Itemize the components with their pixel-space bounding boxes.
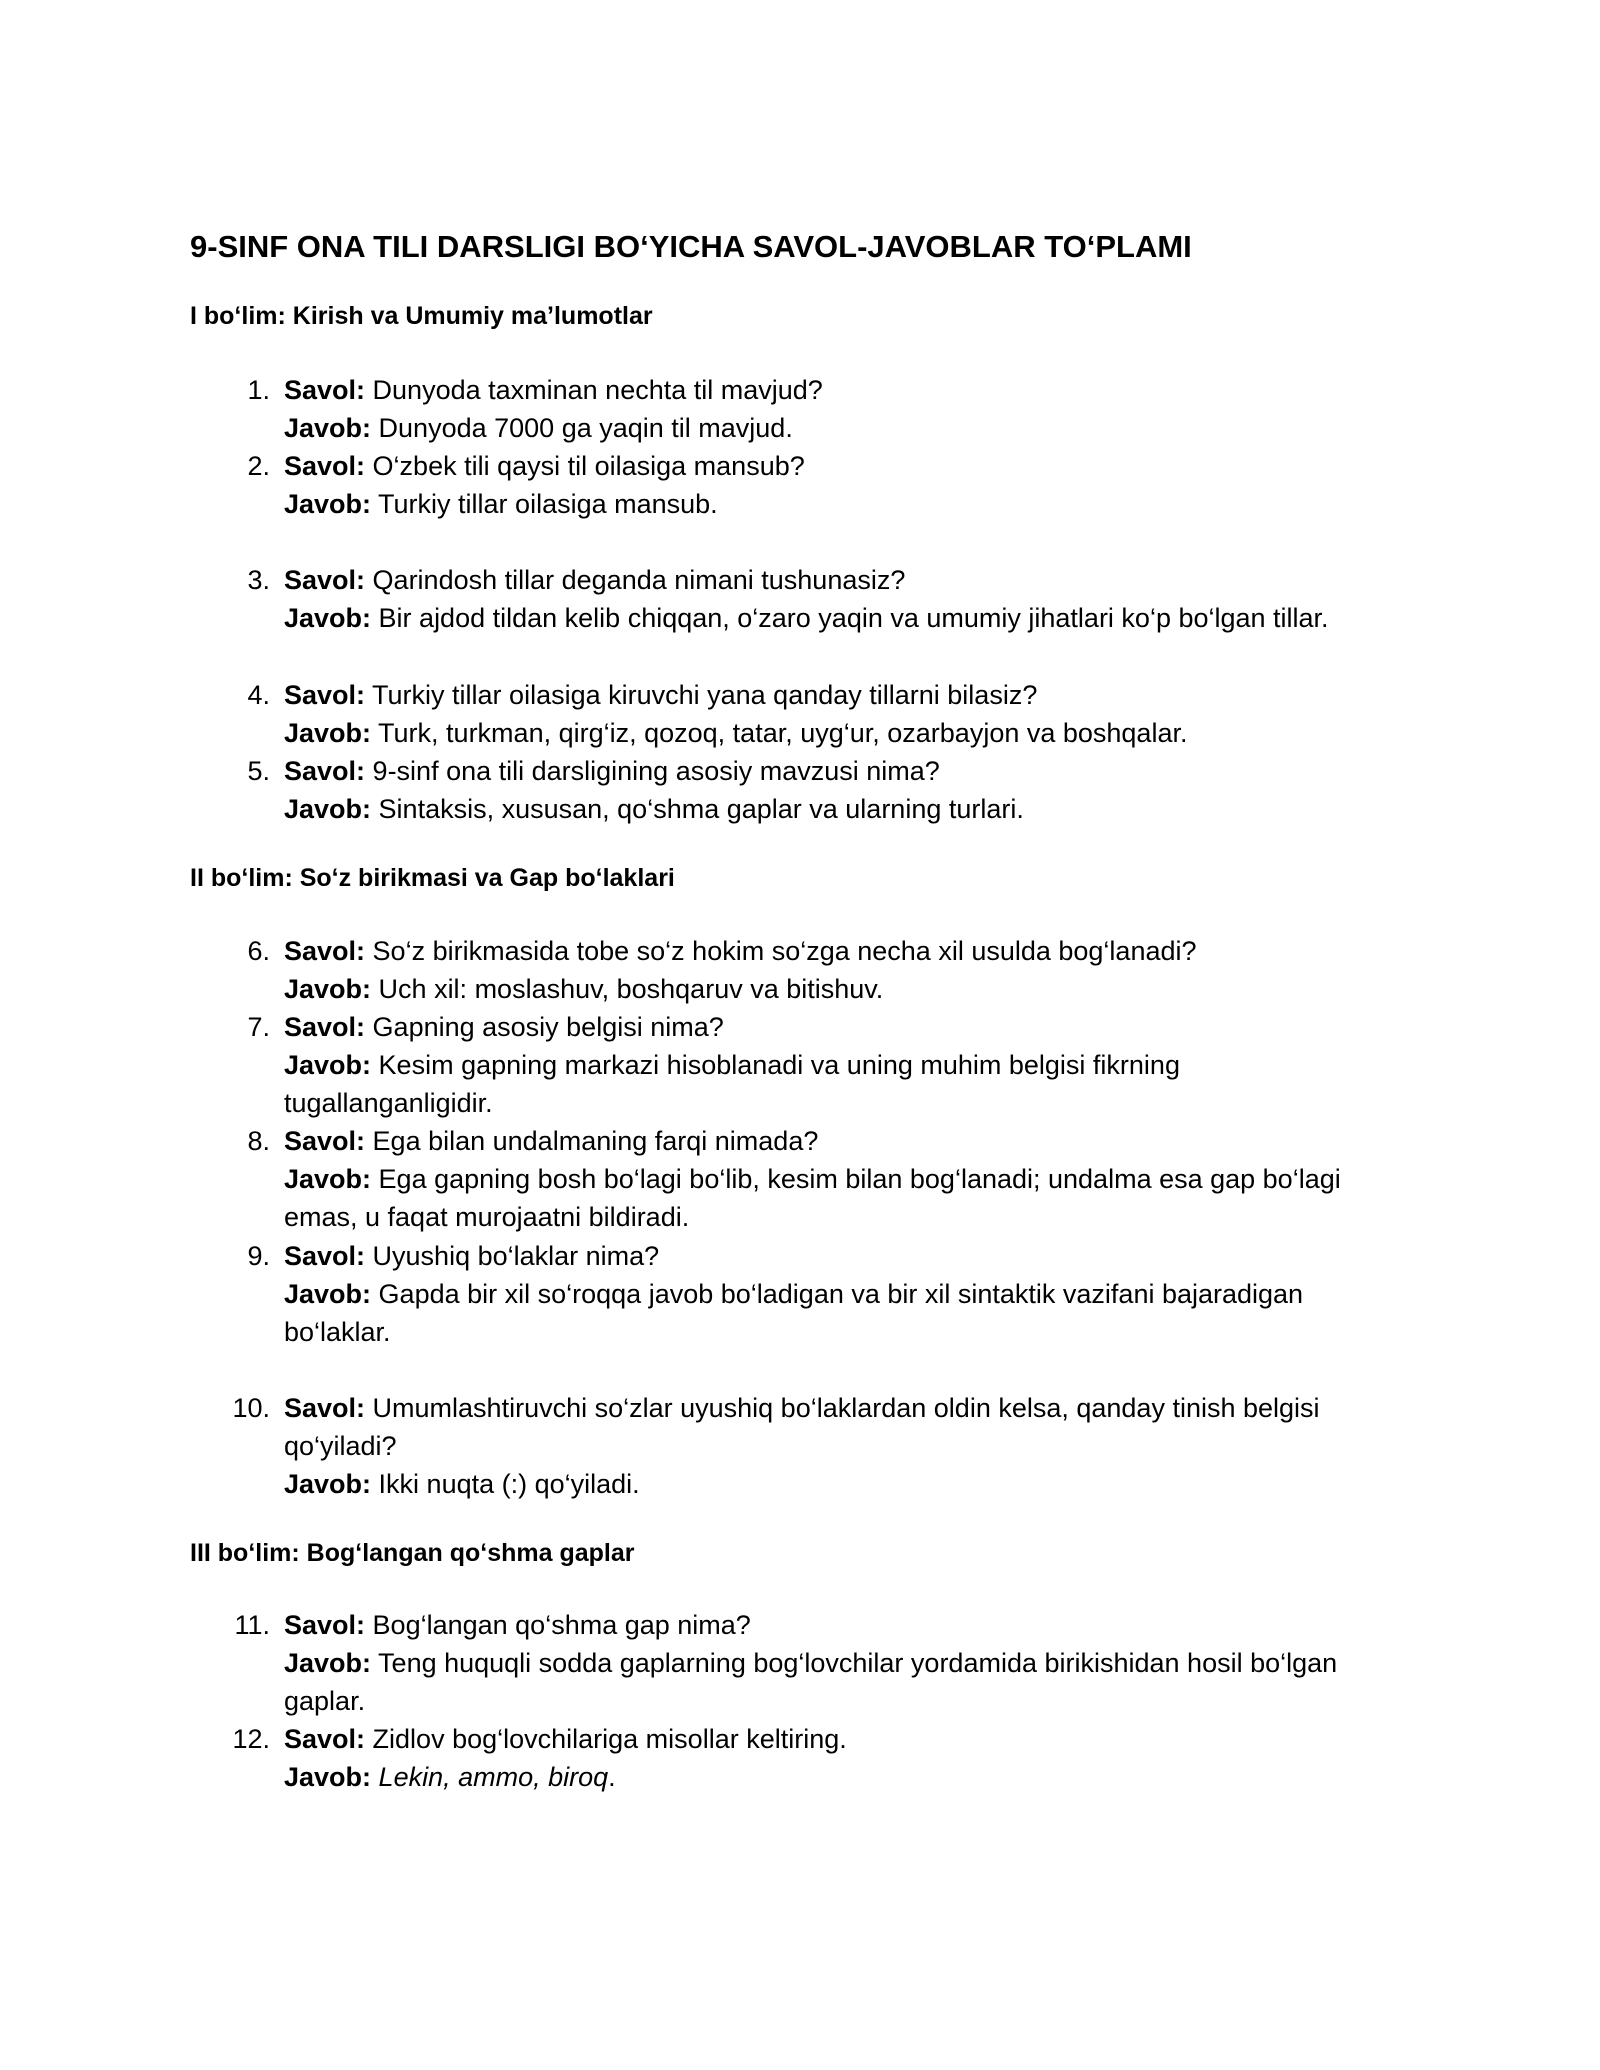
question-label: Savol: — [284, 1724, 366, 1754]
item-number: 9. — [247, 1241, 270, 1271]
answer-label: Javob: — [284, 413, 372, 443]
answer-line — [284, 1046, 1432, 1084]
qa-item-9 — [232, 1237, 1432, 1351]
answer-line — [284, 1160, 1432, 1198]
item-number: 5. — [247, 756, 270, 786]
answer-line — [284, 1465, 1432, 1503]
item-number: 3. — [247, 565, 270, 595]
question-line — [284, 932, 1432, 970]
answer-line — [284, 1275, 1432, 1313]
question-label: Savol: — [284, 565, 366, 595]
question-text: O‘zbek tili qaysi til oilasiga mansub? — [372, 451, 805, 481]
answer-text: Teng huquqli sodda gaplarning bog‘lovchilar yordamida birikishidan hosil bo‘lgan — [378, 1648, 1338, 1678]
qa-item-3 — [232, 561, 1432, 637]
answer-label: Javob: — [284, 1164, 372, 1194]
document-title: 9-SINF ONA TILI DARSLIGI BO‘YICHA SAVOL-JAVOBLAR TO‘PLAMI — [190, 229, 1192, 264]
item-number: 11. — [234, 1610, 270, 1640]
answer-text: Bir ajdod tildan kelib chiqqan, o‘zaro yaqin va umumiy jihatlari ko‘p bo‘lgan tillar. — [378, 603, 1329, 633]
question-line — [284, 1008, 1432, 1046]
qa-item-1 — [232, 371, 1432, 447]
item-number: 12. — [232, 1724, 270, 1754]
answer-text: Turkiy tillar oilasiga mansub. — [378, 489, 718, 519]
item-number: 1. — [247, 375, 270, 405]
question-text: So‘z birikmasida tobe so‘z hokim so‘zga necha xil usulda bog‘lanadi? — [372, 936, 1197, 966]
question-text: 9-sinf ona tili darsligining asosiy mavzusi nima? — [372, 756, 940, 786]
question-label: Savol: — [284, 1610, 366, 1640]
question-text: Bog‘langan qo‘shma gap nima? — [372, 1610, 751, 1640]
answer-label: Javob: — [284, 1648, 372, 1678]
question-text: Dunyoda taxminan nechta til mavjud? — [372, 375, 823, 405]
answer-label: Javob: — [284, 603, 372, 633]
question-text: Gapning asosiy belgisi nima? — [372, 1012, 724, 1042]
answer-line — [284, 714, 1432, 752]
answer-line — [284, 1758, 1432, 1796]
answer-line — [284, 485, 1432, 523]
answer-text: Sintaksis, xususan, qo‘shma gaplar va ularning turlari. — [378, 794, 1024, 824]
answer-label: Javob: — [284, 1762, 372, 1792]
question-text: Uyushiq bo‘laklar nima? — [372, 1241, 660, 1271]
qa-item-10 — [232, 1389, 1432, 1503]
section-heading-2: II bo‘lim: So‘z birikmasi va Gap bo‘laklari — [190, 864, 675, 892]
question-line — [284, 1720, 1432, 1758]
question-line — [284, 1237, 1432, 1275]
answer-continuation: tugallanganligidir. — [284, 1088, 493, 1118]
answer-text: Gapda bir xil so‘roqqa javob bo‘ladigan va bir xil sintaktik vazifani bajaradigan — [378, 1279, 1304, 1309]
answer-line — [284, 409, 1432, 447]
answer-continuation: emas, u faqat murojaatni bildiradi. — [284, 1202, 690, 1232]
qa-item-7 — [232, 1008, 1432, 1122]
question-text: Umumlashtiruvchi so‘zlar uyushiq bo‘laklardan oldin kelsa, qanday tinish belgisi — [372, 1393, 1320, 1423]
question-label: Savol: — [284, 1012, 366, 1042]
item-number: 8. — [247, 1126, 270, 1156]
item-number: 2. — [247, 451, 270, 481]
answer-text: Ikki nuqta (:) qo‘yiladi. — [378, 1469, 640, 1499]
answer-text: Kesim gapning markazi hisoblanadi va uning muhim belgisi fikrning — [378, 1050, 1180, 1080]
item-number: 4. — [247, 680, 270, 710]
question-label: Savol: — [284, 1393, 366, 1423]
section-heading-1: I bo‘lim: Kirish va Umumiy ma’lumotlar — [190, 302, 653, 330]
question-label: Savol: — [284, 1126, 366, 1156]
answer-text: Uch xil: moslashuv, boshqaruv va bitishuv. — [378, 974, 884, 1004]
question-line — [284, 1122, 1432, 1160]
question-label: Savol: — [284, 936, 366, 966]
answer-label: Javob: — [284, 974, 372, 1004]
answer-label: Javob: — [284, 718, 372, 748]
question-label: Savol: — [284, 1241, 366, 1271]
answer-line — [284, 599, 1432, 637]
qa-item-4 — [232, 676, 1432, 752]
answer-label: Javob: — [284, 489, 372, 519]
question-label: Savol: — [284, 375, 366, 405]
question-text: Qarindosh tillar deganda nimani tushunasiz? — [372, 565, 906, 595]
question-line — [284, 371, 1432, 409]
answer-label: Javob: — [284, 1279, 372, 1309]
item-number: 10. — [232, 1393, 270, 1423]
item-number: 7. — [247, 1012, 270, 1042]
question-label: Savol: — [284, 680, 366, 710]
answer-line — [284, 790, 1432, 828]
section-heading-3: III bo‘lim: Bog‘langan qo‘shma gaplar — [190, 1539, 635, 1567]
qa-item-12 — [232, 1720, 1432, 1796]
question-line — [284, 1389, 1432, 1427]
answer-text: Ega gapning bosh bo‘lagi bo‘lib, kesim bilan bog‘lanadi; undalma esa gap bo‘lagi — [378, 1164, 1341, 1194]
item-number: 6. — [247, 936, 270, 966]
question-line — [284, 676, 1432, 714]
question-line — [284, 447, 1432, 485]
question-line — [284, 1606, 1432, 1644]
question-line — [284, 561, 1432, 599]
answer-text: Turk, turkman, qirg‘iz, qozoq, tatar, uyg‘ur, ozarbayjon va boshqalar. — [378, 718, 1188, 748]
qa-item-8 — [232, 1122, 1432, 1236]
qa-item-5 — [232, 752, 1432, 828]
question-label: Savol: — [284, 756, 366, 786]
answer-continuation: bo‘laklar. — [284, 1317, 391, 1347]
answer-label: Javob: — [284, 794, 372, 824]
answer-text: Dunyoda 7000 ga yaqin til mavjud. — [378, 413, 793, 443]
answer-continuation: gaplar. — [284, 1686, 366, 1716]
question-continuation: qo‘yiladi? — [284, 1431, 397, 1461]
answer-label: Javob: — [284, 1469, 372, 1499]
question-text: Turkiy tillar oilasiga kiruvchi yana qanday tillarni bilasiz? — [372, 680, 1038, 710]
answer-line — [284, 970, 1432, 1008]
question-text: Ega bilan undalmaning farqi nimada? — [372, 1126, 819, 1156]
question-text: Zidlov bog‘lovchilariga misollar keltiring. — [372, 1724, 847, 1754]
answer-line — [284, 1644, 1432, 1682]
qa-item-2 — [232, 447, 1432, 523]
qa-item-11 — [232, 1606, 1432, 1720]
answer-label: Javob: — [284, 1050, 372, 1080]
question-line — [284, 752, 1432, 790]
qa-item-6 — [232, 932, 1432, 1008]
answer-text-italic: Lekin, ammo, biroq — [378, 1762, 609, 1792]
answer-text-tail: . — [608, 1762, 616, 1792]
question-label: Savol: — [284, 451, 366, 481]
